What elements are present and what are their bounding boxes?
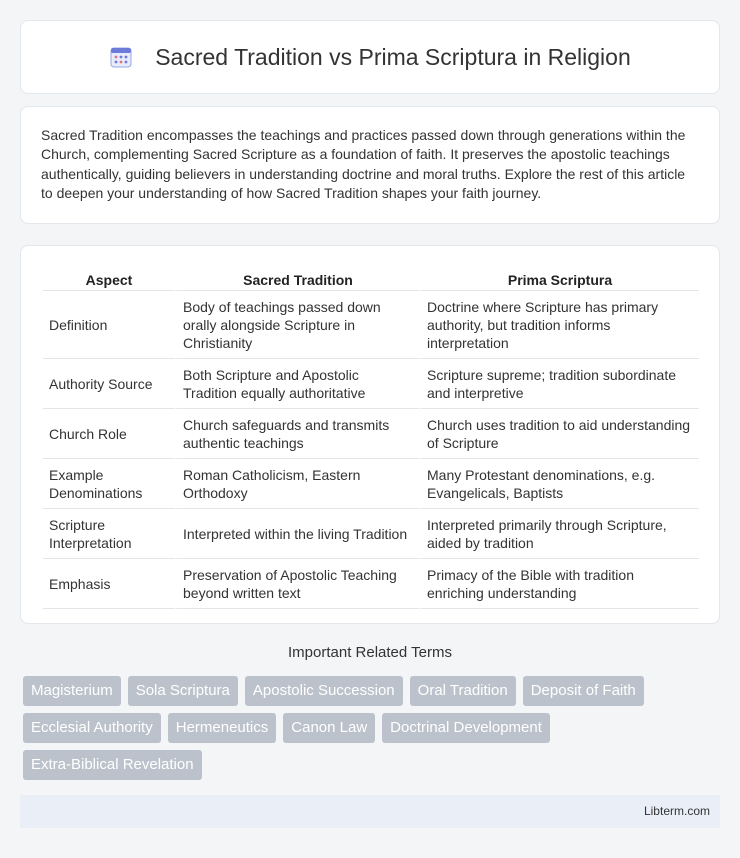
cell-aspect: Example Denominations bbox=[43, 459, 175, 509]
cell-aspect: Authority Source bbox=[43, 359, 175, 409]
footer-site-link[interactable]: Libterm.com bbox=[643, 804, 710, 818]
related-term-tag[interactable]: Apostolic Succession bbox=[245, 676, 403, 706]
cell-aspect: Church Role bbox=[43, 409, 175, 459]
cell-sacred-tradition: Preservation of Apostolic Teaching beyond written text bbox=[175, 559, 419, 609]
related-term-tag[interactable]: Deposit of Faith bbox=[523, 676, 644, 706]
cell-aspect: Definition bbox=[43, 291, 175, 359]
table-row bbox=[43, 291, 699, 359]
table-row bbox=[43, 559, 699, 609]
cell-prima-scriptura: Interpreted primarily through Scripture, aided by tradition bbox=[419, 509, 699, 559]
cell-prima-scriptura: Scripture supreme; tradition subordinate and interpretive bbox=[419, 359, 699, 409]
related-term-tag[interactable]: Sola Scriptura bbox=[128, 676, 238, 706]
header-card bbox=[20, 20, 720, 94]
cell-sacred-tradition: Interpreted within the living Tradition bbox=[175, 509, 419, 559]
calendar-grid-icon bbox=[109, 45, 133, 69]
comparison-table bbox=[43, 265, 699, 609]
intro-text: Sacred Tradition encompasses the teachings and practices passed down through generations within the Church, complementing Sacred Scripture as a foundation of faith. It preserves the apostolic teachings authentically, guiding believers in understanding doctrine and moral truths. Explore the rest of this article to deepen your understanding of how Sacred Tradition shapes your faith journey. bbox=[41, 127, 686, 201]
related-term-tag[interactable]: Oral Tradition bbox=[410, 676, 516, 706]
related-term-tag[interactable]: Extra-Biblical Revelation bbox=[23, 750, 202, 780]
related-terms-title: Important Related Terms bbox=[288, 644, 452, 661]
table-header-row bbox=[43, 265, 699, 291]
cell-prima-scriptura: Primacy of the Bible with tradition enriching understanding bbox=[419, 559, 699, 609]
related-term-tag[interactable]: Doctrinal Development bbox=[382, 713, 550, 743]
related-term-tag[interactable]: Ecclesial Authority bbox=[23, 713, 161, 743]
related-term-tag[interactable]: Hermeneutics bbox=[168, 713, 277, 743]
related-term-tag[interactable]: Canon Law bbox=[283, 713, 375, 743]
cell-prima-scriptura: Doctrine where Scripture has primary authority, but tradition informs interpretation bbox=[419, 291, 699, 359]
related-term-tag[interactable]: Magisterium bbox=[23, 676, 121, 706]
cell-prima-scriptura: Many Protestant denominations, e.g. Evangelicals, Baptists bbox=[419, 459, 699, 509]
table-row bbox=[43, 459, 699, 509]
column-header-prima-scriptura: Prima Scriptura bbox=[419, 265, 699, 291]
cell-sacred-tradition: Body of teachings passed down orally alongside Scripture in Christianity bbox=[175, 291, 419, 359]
cell-sacred-tradition: Both Scripture and Apostolic Tradition equally authoritative bbox=[175, 359, 419, 409]
comparison-card bbox=[20, 245, 720, 624]
intro-card bbox=[20, 106, 720, 224]
page-title: Sacred Tradition vs Prima Scriptura in Religion bbox=[155, 43, 631, 70]
cell-sacred-tradition: Roman Catholicism, Eastern Orthodoxy bbox=[175, 459, 419, 509]
cell-aspect: Emphasis bbox=[43, 559, 175, 609]
column-header-aspect: Aspect bbox=[43, 265, 175, 291]
table-row bbox=[43, 409, 699, 459]
cell-prima-scriptura: Church uses tradition to aid understanding of Scripture bbox=[419, 409, 699, 459]
footer bbox=[20, 795, 720, 828]
cell-aspect: Scripture Interpretation bbox=[43, 509, 175, 559]
cell-sacred-tradition: Church safeguards and transmits authentic teachings bbox=[175, 409, 419, 459]
column-header-sacred-tradition: Sacred Tradition bbox=[175, 265, 419, 291]
table-row bbox=[43, 509, 699, 559]
table-row bbox=[43, 359, 699, 409]
related-terms-list bbox=[23, 676, 723, 780]
